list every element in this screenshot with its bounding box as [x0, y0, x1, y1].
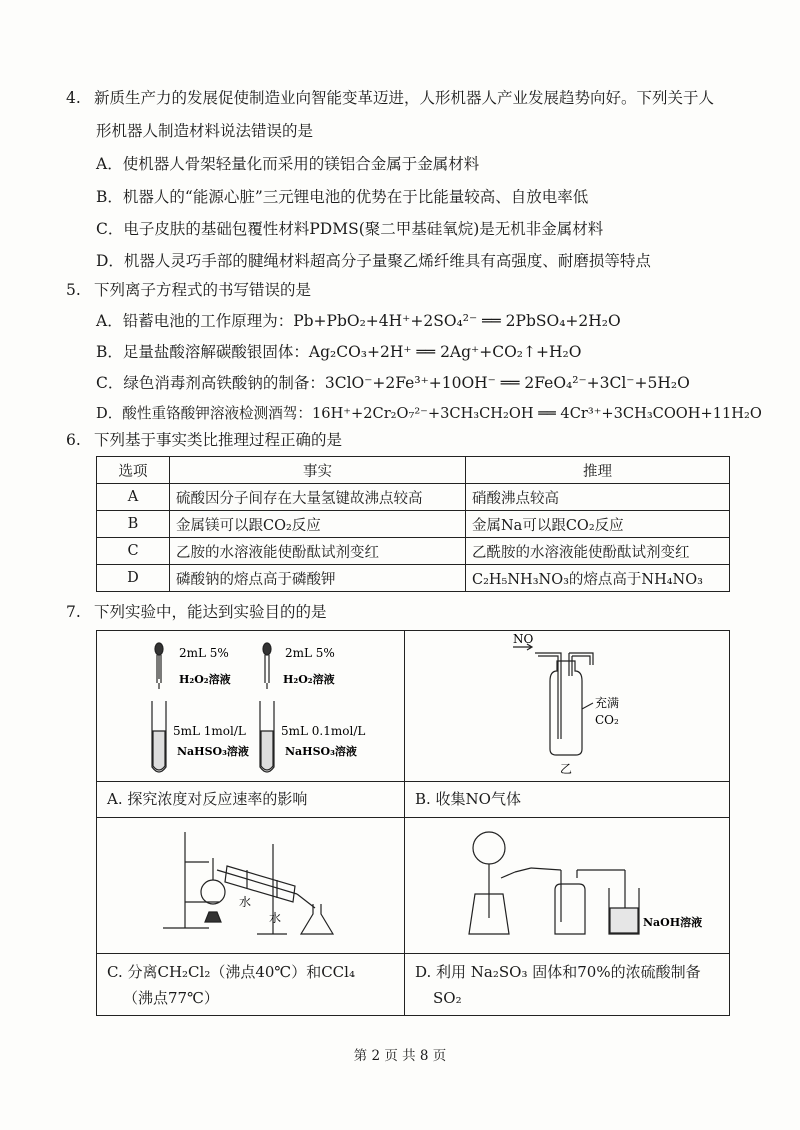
- a-right-tube-reagent: NaHSO₃溶液: [285, 745, 357, 758]
- table-row: [97, 565, 730, 592]
- row-inference: 金属Na可以跟CO₂反应: [466, 511, 730, 538]
- a-left-tube-reagent: NaHSO₃溶液: [177, 745, 249, 758]
- experiment-a-caption: A. 探究浓度对反应速率的影响: [107, 790, 308, 808]
- dropper-icon: [155, 643, 163, 689]
- q5-stem-text: 下列离子方程式的书写错误的是: [94, 281, 312, 299]
- q6-stem-text: 下列基于事实类比推理过程正确的是: [94, 431, 343, 449]
- beaker-icon: [609, 870, 639, 934]
- q7-stem: [66, 602, 327, 622]
- d-beaker-label: NaOH溶液: [643, 916, 703, 929]
- experiment-c-diagram: [97, 818, 404, 953]
- b-fill-label: 充满: [595, 696, 620, 710]
- q5-option-d: D．酸性重铬酸钾溶液检测酒驾：16H⁺+2Cr₂O₇²⁻+3CH₃CH₂OH ══ 4Cr³⁺+3CH₃COOH+11H₂O: [96, 405, 762, 422]
- q6-number: 6.: [66, 431, 81, 449]
- row-label: C: [97, 538, 170, 565]
- q4-stem-text: 新质生产力的发展促使制造业向智能变革迈进，人形机器人产业发展趋势向好。下列关于人: [94, 89, 715, 107]
- header-option: 选项: [97, 457, 170, 484]
- a-right-volume: 2mL 5%: [285, 646, 335, 660]
- q4-option-d: D．机器人灵巧手部的腱绳材料超高分子量聚乙烯纤维具有高强度、耐磨损等特点: [96, 252, 651, 270]
- row-fact: 磷酸钠的熔点高于磷酸钾: [170, 565, 466, 592]
- c-water-label-2: 水: [269, 911, 282, 925]
- q6-stem: [66, 430, 342, 450]
- test-tube-icon: [260, 701, 274, 772]
- gas-generator-icon: [469, 832, 531, 934]
- experiment-b-figure: [405, 631, 729, 781]
- table-row: [97, 538, 730, 565]
- distillation-apparatus-icon: [163, 832, 333, 934]
- header-fact: 事实: [170, 457, 466, 484]
- b-gas-in-label: NO: [513, 632, 534, 646]
- experiment-d-caption-line1: D. 利用 Na₂SO₃ 固体和70%的浓硫酸制备: [415, 963, 701, 981]
- row-fact: 乙胺的水溶液能使酚酞试剂变红: [170, 538, 466, 565]
- page-footer: 第 2 页 共 8 页: [353, 1048, 447, 1064]
- row-label: A: [97, 484, 170, 511]
- row-label: D: [97, 565, 170, 592]
- q7-number: 7.: [66, 603, 81, 621]
- grid-divider: [97, 781, 729, 782]
- q5-option-b: B．足量盐酸溶解碳酸银固体：Ag₂CO₃+2H⁺ ══ 2Ag⁺+CO₂↑+H₂O: [96, 343, 582, 361]
- row-inference: C₂H₅NH₃NO₃的熔点高于NH₄NO₃: [466, 565, 730, 592]
- q5-stem: [66, 280, 311, 300]
- grid-divider: [97, 953, 729, 954]
- table-header-row: [97, 457, 730, 484]
- experiment-c-figure: [97, 818, 404, 953]
- table-row: [97, 511, 730, 538]
- q4-option-b: B．机器人的“能源心脏”三元锂电池的优势在于比能量较高、自放电率低: [96, 188, 589, 206]
- q4-option-c: C．电子皮肤的基础包覆性材料PDMS(聚二甲基硅氧烷)是无机非金属材料: [96, 220, 604, 238]
- experiment-c-caption-line1: C. 分离CH₂Cl₂（沸点40℃）和CCl₄: [107, 963, 355, 981]
- experiment-a-diagram: [97, 631, 404, 781]
- b-bottle-label: 乙: [560, 762, 573, 776]
- q5-number: 5.: [66, 281, 81, 299]
- experiment-c-caption-line2: （沸点77℃）: [123, 989, 219, 1007]
- a-right-reagent: H₂O₂溶液: [283, 673, 335, 686]
- gas-bottle-icon: [535, 653, 593, 755]
- row-fact: 金属镁可以跟CO₂反应: [170, 511, 466, 538]
- q4-option-a: A．使机器人骨架轻量化而采用的镁铝合金属于金属材料: [96, 155, 480, 173]
- row-label: B: [97, 511, 170, 538]
- header-inference: 推理: [466, 457, 730, 484]
- b-fill-gas: CO₂: [595, 713, 619, 727]
- experiment-d-caption-line2: SO₂: [433, 989, 462, 1007]
- q4-stem-line1: [66, 88, 714, 108]
- row-fact: 硫酸因分子间存在大量氢键故沸点较高: [170, 484, 466, 511]
- experiment-b-diagram: [405, 631, 729, 781]
- q7-experiment-grid: [96, 630, 730, 1016]
- test-tube-icon: [152, 701, 166, 772]
- experiment-d-diagram: [405, 818, 729, 953]
- q5-option-a: A．铅蓄电池的工作原理为：Pb+PbO₂+4H⁺+2SO₄²⁻ ══ 2PbSO₄+2H₂O: [96, 312, 621, 330]
- row-inference: 硝酸沸点较高: [466, 484, 730, 511]
- c-water-label-1: 水: [239, 895, 252, 909]
- a-left-volume: 2mL 5%: [179, 646, 229, 660]
- experiment-d-figure: [405, 818, 729, 953]
- row-inference: 乙酰胺的水溶液能使酚酞试剂变红: [466, 538, 730, 565]
- experiment-a-figure: [97, 631, 404, 781]
- q4-number: 4.: [66, 89, 81, 107]
- a-right-tube-conc: 5mL 0.1mol/L: [281, 724, 366, 738]
- q5-option-c: C．绿色消毒剂高铁酸钠的制备：3ClO⁻+2Fe³⁺+10OH⁻ ══ 2FeO₄²⁻+3Cl⁻+5H₂O: [96, 374, 690, 392]
- experiment-b-caption: B. 收集NO气体: [415, 790, 521, 808]
- q4-stem-line2: 形机器人制造材料说法错误的是: [96, 122, 314, 140]
- dropper-icon: [263, 643, 271, 689]
- table-row: [97, 484, 730, 511]
- q7-stem-text: 下列实验中，能达到实验目的的是: [94, 603, 327, 621]
- q6-table: [96, 456, 730, 592]
- a-left-reagent: H₂O₂溶液: [179, 673, 231, 686]
- a-left-tube-conc: 5mL 1mol/L: [173, 724, 246, 738]
